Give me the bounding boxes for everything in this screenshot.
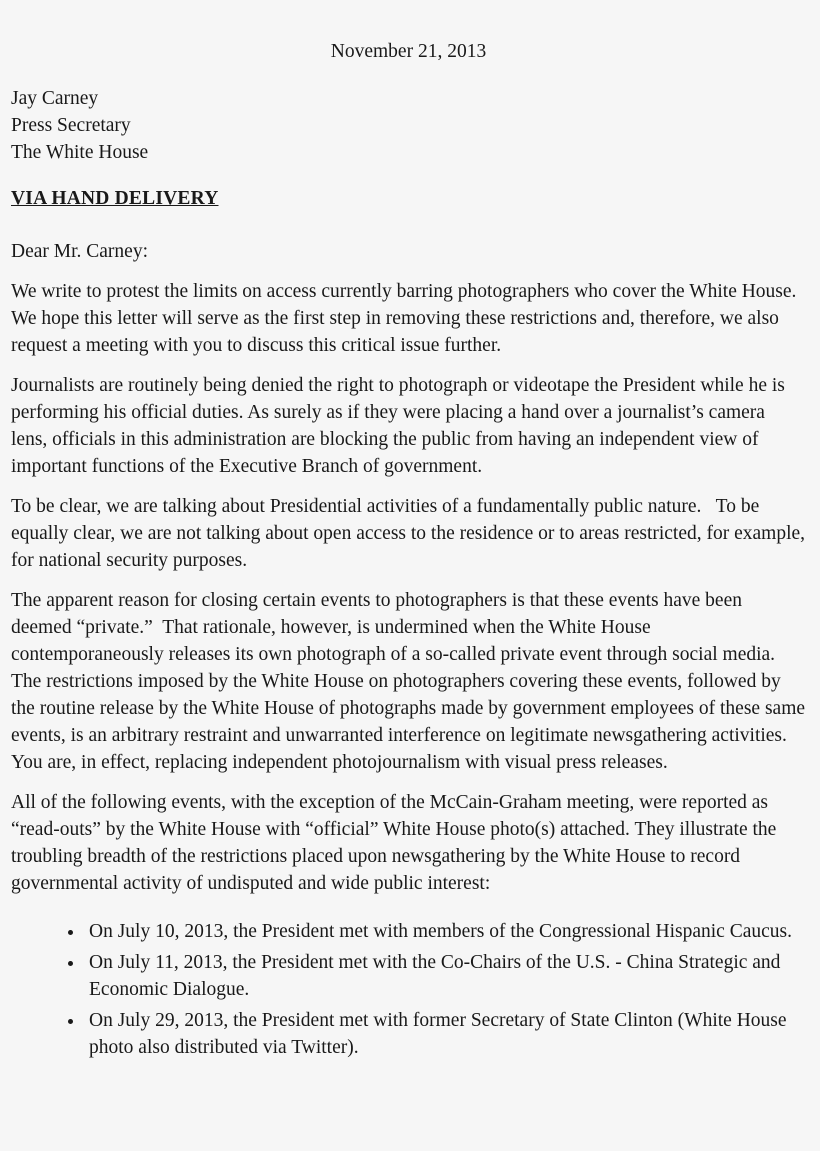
recipient-name: Jay Carney	[11, 88, 99, 109]
delivery-method-heading: VIA HAND DELIVERY	[11, 188, 219, 209]
event-item-july-11: • On July 11, 2013, the President met with the Co-Chairs of the U.S. - China Strategic and Economic Dialogue.	[85, 949, 806, 1003]
paragraph-journalists-denied: Journalists are routinely being denied the right to photograph or videotape the President while he is performing his official duties. As surely as if they were placing a hand over a journalist’s camera lens, officials in this administration are blocking the public from having an independent view of important functions of the Executive Branch of government.	[11, 375, 790, 477]
event-item-july-10: • On July 10, 2013, the President met with members of the Congressional Hispanic Caucus.	[85, 918, 806, 945]
paragraph-protest-limits: We write to protest the limits on access currently barring photographers who cover the White House. We hope this letter will serve as the first step in removing these restrictions and, therefore, we also request a meeting with you to discuss this critical issue further.	[11, 281, 811, 356]
recipient-block	[11, 85, 806, 166]
paragraph-apparent-reason: The apparent reason for closing certain events to photographers is that these events have been deemed “private.” That rationale, however, is undermined when the White House contemporaneously releases its own photograph of a so-called private event through social media. The restrictions imposed by the White House on photographers covering these events, followed by the routine release by the White House of photographs made by government employees of these same events, is an arbitrary restraint and unwarranted interference on legitimate newsgathering activities. You are, in effect, replacing independent photojournalism with visual press releases.	[11, 590, 810, 773]
paragraph-following-events: All of the following events, with the exception of the McCain-Graham meeting, were reported as “read-outs” by the White House with “official” White House photo(s) attached. They illustrate the troubling breadth of the restrictions placed upon newsgathering by the White House to record governmental activity of undisputed and wide public interest:	[11, 792, 782, 894]
recipient-title: Press Secretary	[11, 115, 131, 136]
recipient-organization: The White House	[11, 142, 149, 163]
salutation: Dear Mr. Carney:	[11, 241, 148, 262]
paragraph-to-be-clear: To be clear, we are talking about Presidential activities of a fundamentally public nature. To be equally clear, we are not talking about open access to the residence or to areas restricted, for example, for national security purposes.	[11, 496, 810, 571]
letter-date: November 21, 2013	[330, 41, 487, 62]
events-bullet-list	[11, 918, 806, 1061]
event-item-july-29: • On July 29, 2013, the President met with former Secretary of State Clinton (White House photo also distributed via Twitter).	[85, 1007, 806, 1061]
